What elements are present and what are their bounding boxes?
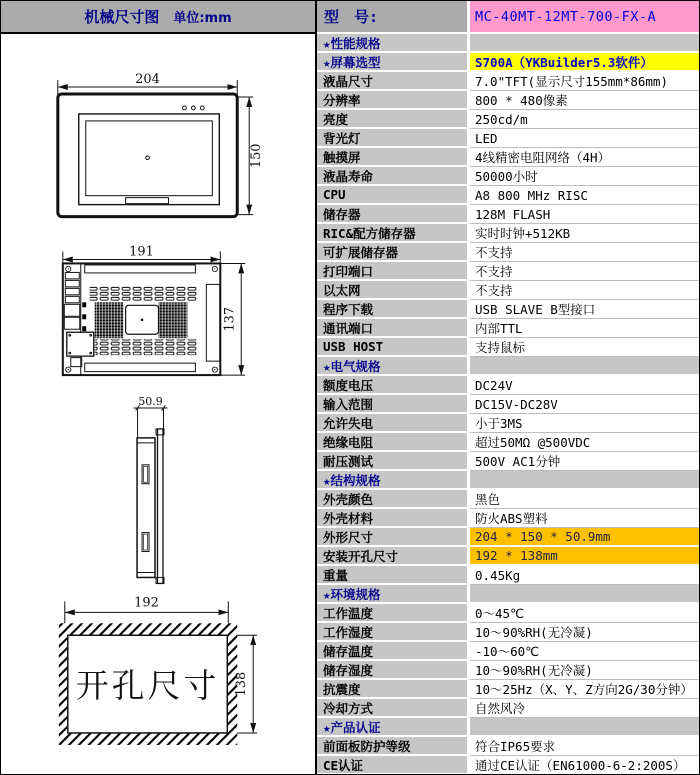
spec-label: 程序下载: [317, 300, 470, 319]
spec-row-15: [317, 319, 700, 338]
spec-row-12: [317, 262, 700, 281]
spec-row-13: [317, 281, 700, 300]
spec-label: 液晶寿命: [317, 167, 470, 186]
spec-row-3: [317, 91, 700, 110]
rear-heatsink-left: [95, 302, 124, 338]
front-width-dim: 204: [135, 72, 160, 88]
spec-label: 外形尺寸: [317, 528, 470, 547]
spec-value: 7.0"TFT(显示尺寸155mm*86mm): [470, 72, 700, 91]
spec-row-14: [317, 300, 700, 319]
spec-label: 安装开孔尺寸: [317, 547, 470, 566]
spec-row-32: [317, 642, 700, 661]
spec-label: 耐压测试: [317, 452, 470, 471]
spec-value: 50000小时: [470, 167, 700, 186]
spec-label: 工作温度: [317, 604, 470, 623]
spec-label: 额度电压: [317, 376, 470, 395]
spec-label: RIC&配方储存器: [317, 224, 470, 243]
spec-value: 128M FLASH: [470, 205, 700, 224]
spec-value: 实时时钟+512KB: [470, 224, 700, 243]
model-label: 型 号:: [317, 1, 470, 32]
spec-label: 绝缘电阻: [317, 433, 470, 452]
spec-table-body: [317, 34, 700, 775]
spec-row-18: [317, 376, 700, 395]
spec-row-9: [317, 205, 700, 224]
mechanical-unit: 单位:mm: [173, 11, 232, 26]
spec-value: DC24V: [470, 376, 700, 395]
cutout-width-dim: 192: [134, 595, 159, 611]
spec-row-28: [317, 566, 700, 585]
cutout-caption: 开孔尺寸: [75, 666, 220, 706]
spec-row-6: [317, 148, 700, 167]
spec-row-5: [317, 129, 700, 148]
spec-label: 打印端口: [317, 262, 470, 281]
spec-label: 外壳颜色: [317, 490, 470, 509]
rear-heatsink-right: [158, 302, 187, 338]
spec-label: 冷却方式: [317, 699, 470, 718]
spec-row-17: [317, 357, 700, 376]
spec-label: 允许失电: [317, 414, 470, 433]
spec-label: 可扩展储存器: [317, 243, 470, 262]
front-height-dim: 150: [249, 143, 265, 169]
spec-row-11: [317, 243, 700, 262]
spec-label: 储存器: [317, 205, 470, 224]
spec-label: ★电气规格: [317, 357, 470, 376]
spec-value: 250cd/m: [470, 110, 700, 129]
spec-value: A8 800 MHz RISC: [470, 186, 700, 205]
spec-row-16: [317, 338, 700, 357]
spec-row-23: [317, 471, 700, 490]
spec-row-1: [317, 53, 700, 72]
spec-value: 符合IP65要求: [470, 737, 700, 756]
mechanical-panel: [1, 1, 315, 774]
rear-pin-marks: [82, 302, 86, 331]
rear-view-drawing: [63, 244, 245, 375]
rear-vent-slots-top: [90, 286, 198, 301]
spec-value: 204 * 150 * 50.9mm: [470, 528, 700, 547]
spec-row-20: [317, 414, 700, 433]
spec-value: 800 * 480像素: [470, 91, 700, 110]
spec-label: CPU: [317, 186, 470, 205]
spec-label: ★屏幕选型: [317, 53, 470, 72]
spec-label: ★结构规格: [317, 471, 470, 490]
spec-value: 192 * 138mm: [470, 547, 700, 566]
spec-value: [470, 718, 700, 737]
spec-value: LED: [470, 129, 700, 148]
rear-height-dim: 137: [222, 306, 238, 332]
front-view-drawing: [58, 72, 264, 217]
spec-value: 防火ABS塑料: [470, 509, 700, 528]
spec-row-36: [317, 718, 700, 737]
rear-vent-slots-bottom: [95, 339, 198, 355]
spec-value: DC15V-DC28V: [470, 395, 700, 414]
spec-value: 超过50MΩ @500VDC: [470, 433, 700, 452]
spec-label: USB HOST: [317, 338, 470, 357]
spec-label: 分辨率: [317, 91, 470, 110]
spec-value: 不支持: [470, 243, 700, 262]
spec-row-0: [317, 34, 700, 53]
model-number: MC-40MT-12MT-700-FX-A: [470, 1, 700, 32]
spec-row-7: [317, 167, 700, 186]
spec-label: 通讯端口: [317, 319, 470, 338]
spec-value: -10～60℃: [470, 642, 700, 661]
spec-label: 液晶尺寸: [317, 72, 470, 91]
spec-value: USB SLAVE B型接口: [470, 300, 700, 319]
spec-value: [470, 585, 700, 604]
spec-label: ★性能规格: [317, 34, 470, 53]
spec-label: 抗震度: [317, 680, 470, 699]
spec-label: 重量: [317, 566, 470, 585]
spec-label: 工作湿度: [317, 623, 470, 642]
spec-value: [470, 34, 700, 53]
spec-value: 通过CE认证（EN61000-6-2:200S）: [470, 756, 700, 775]
spec-row-30: [317, 604, 700, 623]
spec-row-37: [317, 737, 700, 756]
spec-row-38: [317, 756, 700, 775]
spec-value: S700A（YKBuilder5.3软件）: [470, 53, 700, 72]
spec-row-4: [317, 110, 700, 129]
spec-value: 0.45Kg: [470, 566, 700, 585]
spec-label: 以太网: [317, 281, 470, 300]
spec-row-27: [317, 547, 700, 566]
spec-value: 10～90%RH(无冷凝): [470, 623, 700, 642]
rear-width-dim: 191: [129, 244, 154, 260]
spec-row-35: [317, 699, 700, 718]
spec-value: 10～25Hz（X、Y、Z方向2G/30分钟）: [470, 680, 700, 699]
spec-row-19: [317, 395, 700, 414]
spec-value: 4线精密电阻网络（4H）: [470, 148, 700, 167]
spec-label: 背光灯: [317, 129, 470, 148]
side-view-drawing: [134, 395, 168, 583]
spec-value: 10～90%RH(无冷凝): [470, 661, 700, 680]
spec-label: 储存温度: [317, 642, 470, 661]
spec-label: 储存湿度: [317, 661, 470, 680]
spec-value: 小于3MS: [470, 414, 700, 433]
spec-row-26: [317, 528, 700, 547]
spec-row-8: [317, 186, 700, 205]
side-depth-dim: 50.9: [138, 395, 163, 408]
spec-label: 亮度: [317, 110, 470, 129]
cutout-drawing: [59, 595, 257, 745]
side-front-flange: [158, 429, 163, 584]
spec-row-34: [317, 680, 700, 699]
spec-label: 外壳材料: [317, 509, 470, 528]
mechanical-header: [1, 1, 315, 34]
spec-label: CE认证: [317, 756, 470, 775]
spec-row-24: [317, 490, 700, 509]
spec-row-25: [317, 509, 700, 528]
spec-value: 内部TTL: [470, 319, 700, 338]
spec-row-10: [317, 224, 700, 243]
spec-row-2: [317, 72, 700, 91]
spec-value: 不支持: [470, 281, 700, 300]
spec-value: 不支持: [470, 262, 700, 281]
spec-value: 黑色: [470, 490, 700, 509]
front-bottom-tab: [126, 198, 169, 204]
spec-row-21: [317, 433, 700, 452]
spec-table: [315, 1, 700, 774]
cutout-height-dim: 138: [234, 671, 250, 697]
mechanical-title: 机械尺寸图: [84, 8, 160, 26]
spec-label: 前面板防护等级: [317, 737, 470, 756]
spec-row-33: [317, 661, 700, 680]
spec-label: ★环境规格: [317, 585, 470, 604]
spec-value: 0～45℃: [470, 604, 700, 623]
spec-value: 支持鼠标: [470, 338, 700, 357]
spec-value: 自然风冷: [470, 699, 700, 718]
spec-row-22: [317, 452, 700, 471]
model-row: [317, 1, 700, 34]
mechanical-drawings: [1, 36, 315, 774]
spec-value: [470, 471, 700, 490]
spec-value: 500V AC1分钟: [470, 452, 700, 471]
spec-row-31: [317, 623, 700, 642]
spec-row-29: [317, 585, 700, 604]
spec-value: [470, 357, 700, 376]
spec-label: 输入范围: [317, 395, 470, 414]
spec-label: ★产品认证: [317, 718, 470, 737]
spec-label: 触摸屏: [317, 148, 470, 167]
